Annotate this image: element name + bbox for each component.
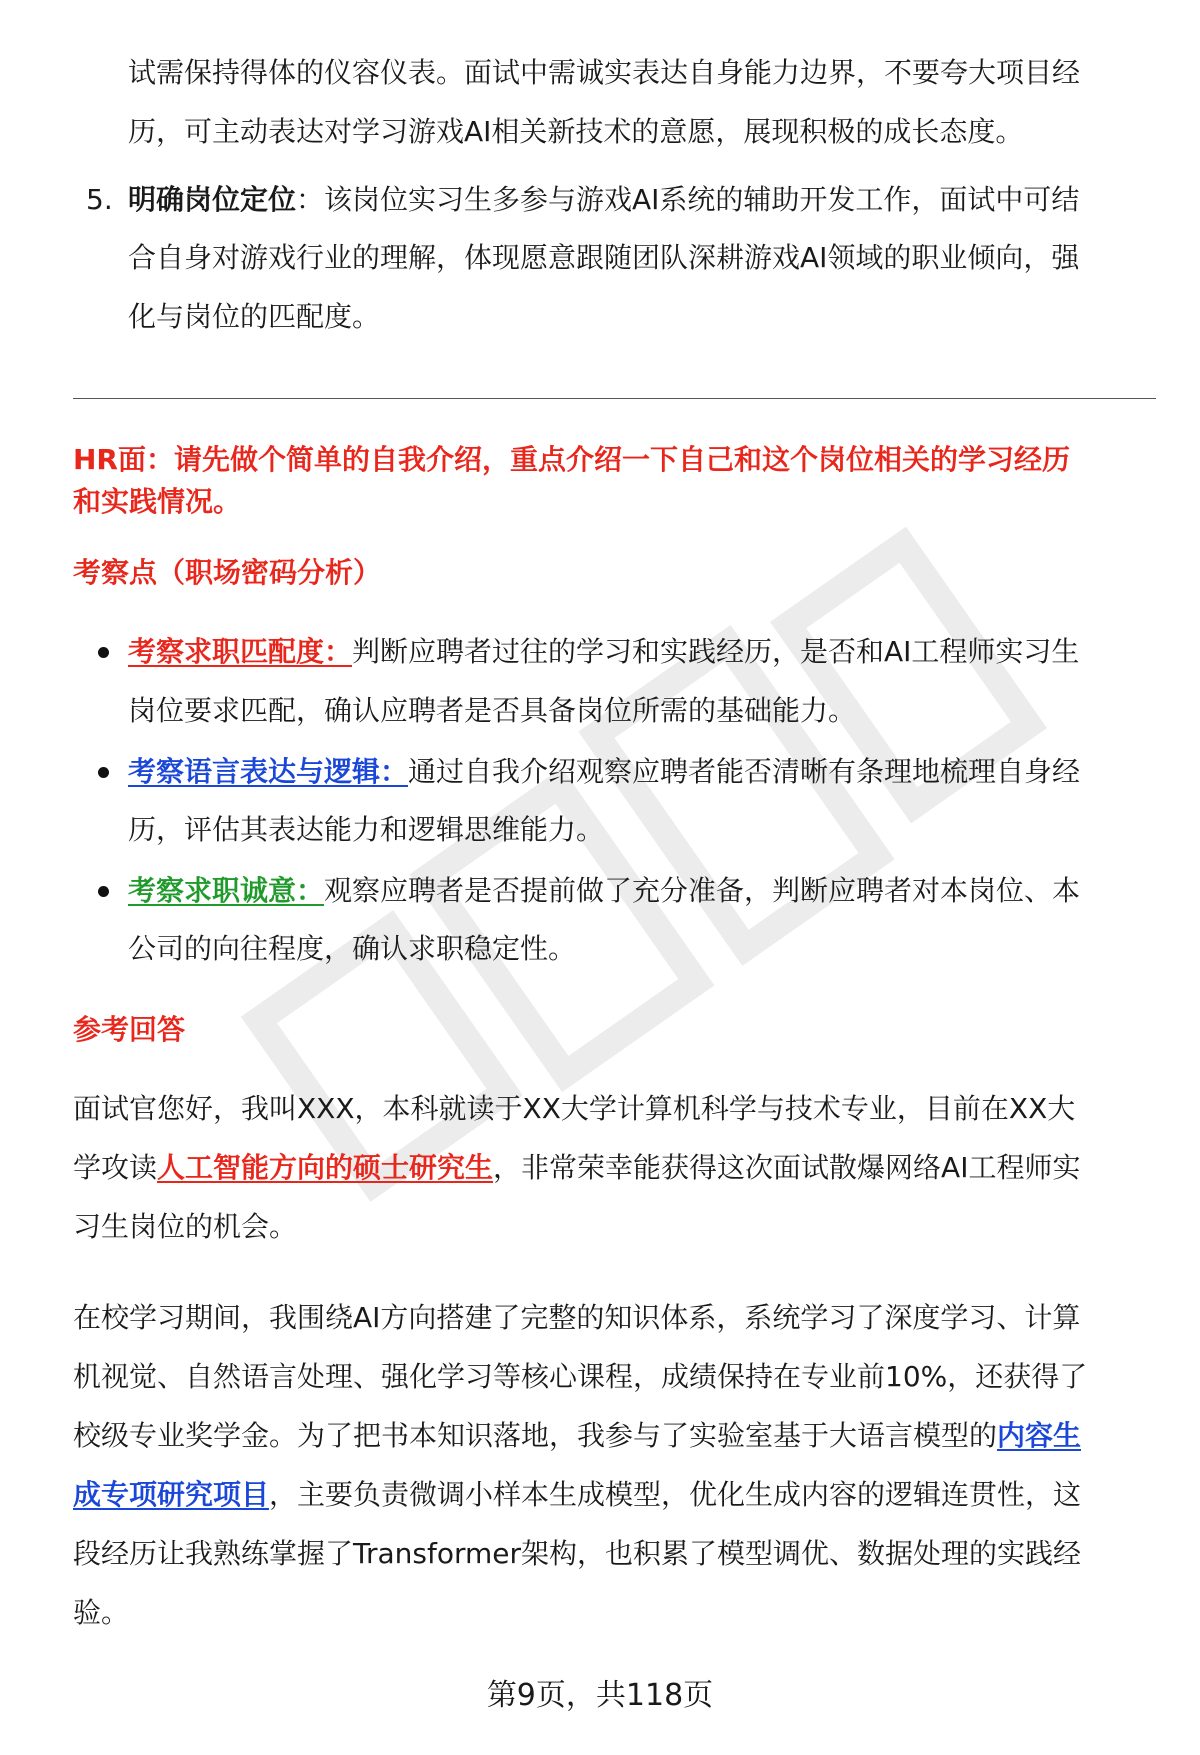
- answer-text: 校级专业奖学金。为了把书本知识落地，我参与了实验室基于大语言模型的: [73, 1419, 998, 1452]
- answer-text: 学攻读: [73, 1151, 158, 1184]
- list-item-text: ：该岗位实习生多参与游戏AI系统的辅助开发工作，面试中可结: [296, 183, 1080, 216]
- paragraph-line: 历，可主动表达对学习游戏AI相关新技术的意愿，展现积极的成长态度。: [128, 115, 1024, 148]
- bullet-text: 通过自我介绍观察应聘者能否清晰有条理地梳理自身经: [408, 755, 1081, 788]
- bullet-line: [128, 752, 1080, 792]
- answer-line: 习生岗位的机会。: [73, 1210, 298, 1243]
- bullet-label: 考察求职诚意：: [128, 874, 325, 907]
- answer-heading: 参考回答: [73, 1013, 186, 1046]
- list-item-title: 明确岗位定位: [128, 183, 297, 216]
- bullet-dot: [98, 767, 109, 778]
- bullet-label: 考察语言表达与逻辑：: [128, 755, 409, 788]
- page-footer: 第9页，共118页: [486, 1678, 714, 1713]
- bullet-line: [128, 632, 1079, 672]
- bullet-dot: [98, 886, 109, 897]
- list-number: 5.: [86, 183, 113, 216]
- answer-line: 验。: [73, 1596, 130, 1629]
- answer-line: 在校学习期间，我围绕AI方向搭建了完整的知识体系，系统学习了深度学习、计算: [73, 1301, 1081, 1334]
- answer-line: [73, 1416, 1081, 1456]
- answer-line: [73, 1148, 1080, 1188]
- bullet-line: 历，评估其表达能力和逻辑思维能力。: [128, 813, 605, 846]
- answer-line: 机视觉、自然语言处理、强化学习等核心课程，成绩保持在专业前10%，还获得了: [73, 1360, 1088, 1393]
- bullet-text: 判断应聘者过往的学习和实践经历，是否和AI工程师实习生: [352, 635, 1080, 668]
- bullet-dot: [98, 647, 109, 658]
- list-item-line: 化与岗位的匹配度。: [128, 300, 381, 333]
- answer-line: 面试官您好，我叫XXX，本科就读于XX大学计算机科学与技术专业，目前在XX大: [73, 1092, 1076, 1125]
- list-item-line: [128, 180, 1079, 220]
- answer-highlight: 人工智能方向的硕士研究生: [157, 1151, 494, 1184]
- bullet-line: 公司的向往程度，确认求职稳定性。: [128, 932, 577, 965]
- bullet-line: [128, 871, 1080, 911]
- bullet-line: 岗位要求匹配，确认应聘者是否具备岗位所需的基础能力。: [128, 694, 857, 727]
- paragraph-line: 试需保持得体的仪容仪表。面试中需诚实表达自身能力边界，不要夸大项目经: [128, 56, 1081, 89]
- answer-line: 段经历让我熟练掌握了Transformer架构，也积累了模型调优、数据处理的实践经: [73, 1537, 1082, 1570]
- answer-text: ，非常荣幸能获得这次面试散爆网络AI工程师实: [493, 1151, 1081, 1184]
- bullet-label: 考察求职匹配度：: [128, 635, 353, 668]
- analysis-heading: 考察点（职场密码分析）: [73, 556, 382, 589]
- answer-highlight: 成专项研究项目: [73, 1478, 270, 1511]
- answer-line: [73, 1475, 1081, 1515]
- question-line: HR面：请先做个简单的自我介绍，重点介绍一下自己和这个岗位相关的学习经历: [73, 443, 1070, 476]
- answer-highlight: 内容生: [997, 1419, 1082, 1452]
- bullet-text: 观察应聘者是否提前做了充分准备，判断应聘者对本岗位、本: [324, 874, 1081, 907]
- list-item-line: 合自身对游戏行业的理解，体现愿意跟随团队深耕游戏AI领域的职业倾向，强: [128, 241, 1080, 274]
- question-line: 和实践情况。: [73, 485, 242, 518]
- answer-text: ，主要负责微调小样本生成模型，优化生成内容的逻辑连贯性，这: [269, 1478, 1082, 1511]
- section-divider: [73, 398, 1156, 399]
